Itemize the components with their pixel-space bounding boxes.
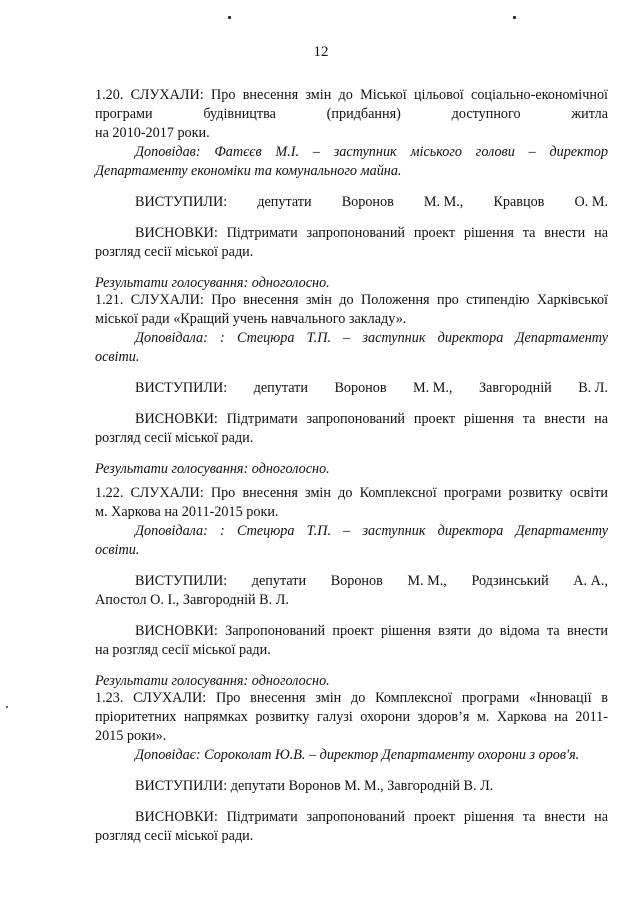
heading-line: 1.23. СЛУХАЛИ: Про внесення змін до Комплексної програми «Інновації в bbox=[95, 690, 608, 706]
conclusion-line: ВИСНОВКИ: Підтримати запропонований проект рішення та внести на bbox=[135, 809, 608, 825]
reporter-line: Доповідала: : Стецюра Т.П. – заступник директора Департаменту bbox=[135, 330, 608, 346]
speakers-line bbox=[95, 379, 608, 398]
speaker-surname: Кравцов bbox=[493, 194, 545, 210]
agenda-item-1-22 bbox=[95, 484, 608, 691]
heading-line: 1.21. СЛУХАЛИ: Про внесення змін до Положення про стипендію Харківської bbox=[95, 292, 608, 308]
heading-line: 2015 роки». bbox=[95, 728, 167, 744]
agenda-item-1-23 bbox=[95, 689, 608, 846]
conclusion-line: розгляд сесії міської ради. bbox=[95, 430, 254, 446]
speakers-continuation: Апостол О. І., Завгородній В. Л. bbox=[95, 592, 289, 608]
conclusion-line: розгляд сесії міської ради. bbox=[95, 828, 254, 844]
speaker-initials: А. А., bbox=[573, 573, 608, 589]
speakers-label: ВИСТУПИЛИ: bbox=[135, 380, 228, 396]
speakers-word: депутати bbox=[257, 194, 312, 210]
reporter-line: Департаменту економіки та комунального майна. bbox=[95, 163, 402, 179]
scan-artifact-dot bbox=[6, 706, 8, 708]
reporter-line: освіти. bbox=[95, 349, 140, 365]
reporter-line: Доповідав: Фатєєв М.І. – заступник міського голови – директор bbox=[135, 144, 608, 160]
speakers-word: депутати bbox=[251, 573, 307, 589]
speakers-line bbox=[95, 572, 608, 591]
speakers-line bbox=[95, 193, 608, 212]
speaker-initials: М. М., bbox=[423, 194, 464, 210]
vote-result: Результати голосування: одноголосно. bbox=[95, 275, 330, 291]
reporter-line: освіти. bbox=[95, 542, 140, 558]
page-number: 12 bbox=[313, 44, 329, 60]
reporter-line: Доповідала: : Стецюра Т.П. – заступник директора Департаменту bbox=[135, 523, 608, 539]
agenda-item-1-21 bbox=[95, 291, 608, 479]
conclusion-line: ВИСНОВКИ: Підтримати запропонований проект рішення та внести на bbox=[135, 225, 608, 241]
conclusion-line: на розгляд сесії міської ради. bbox=[95, 642, 271, 658]
conclusion-line: розгляд сесії міської ради. bbox=[95, 244, 254, 260]
speaker-initials: В. Л. bbox=[578, 380, 608, 396]
speaker-initials: М. М., bbox=[413, 380, 453, 396]
scan-artifact-dot bbox=[228, 16, 231, 19]
speakers-label: ВИСТУПИЛИ: bbox=[135, 573, 228, 589]
heading-line: 1.20. СЛУХАЛИ: Про внесення змін до Міської цільової соціально-економічної bbox=[95, 87, 608, 103]
speakers-word: депутати bbox=[253, 380, 308, 396]
vote-result: Результати голосування: одноголосно. bbox=[95, 461, 330, 477]
speaker-surname: Родзинський bbox=[471, 573, 549, 589]
speaker-initials: О. М. bbox=[574, 194, 608, 210]
heading-line: міської ради «Кращий учень навчального закладу». bbox=[95, 311, 407, 327]
conclusion-line: ВИСНОВКИ: Підтримати запропонований проект рішення та внести на bbox=[135, 411, 608, 427]
heading-line: на 2010-2017 роки. bbox=[95, 125, 210, 141]
speaker-surname: Завгородній bbox=[478, 380, 552, 396]
agenda-item-1-20 bbox=[95, 86, 608, 293]
speaker-surname: Воронов bbox=[330, 573, 383, 589]
speaker-initials: М. М., bbox=[407, 573, 447, 589]
conclusion-line: ВИСНОВКИ: Запропонований проект рішення взяти до відома та внести bbox=[135, 623, 608, 639]
vote-result: Результати голосування: одноголосно. bbox=[95, 673, 330, 689]
heading-line: пріоритетних напрямках розвитку галузі охорони здоров’я м. Харкова на 2011- bbox=[95, 709, 608, 725]
heading-line: програми будівництва (придбання) доступного житла bbox=[95, 106, 608, 122]
reporter-line: Доповідає: Сороколат Ю.В. – директор Департаменту охорони з оров'я. bbox=[135, 747, 580, 763]
speakers-line: ВИСТУПИЛИ: депутати Воронов М. М., Завгородній В. Л. bbox=[135, 778, 494, 794]
speaker-surname: Воронов bbox=[334, 380, 387, 396]
heading-line: м. Харкова на 2011-2015 роки. bbox=[95, 504, 279, 520]
heading-line: 1.22. СЛУХАЛИ: Про внесення змін до Комплексної програми розвитку освіти bbox=[95, 485, 608, 501]
speaker-surname: Воронов bbox=[341, 194, 394, 210]
speakers-label: ВИСТУПИЛИ: bbox=[135, 194, 228, 210]
scan-artifact-dot bbox=[513, 16, 516, 19]
